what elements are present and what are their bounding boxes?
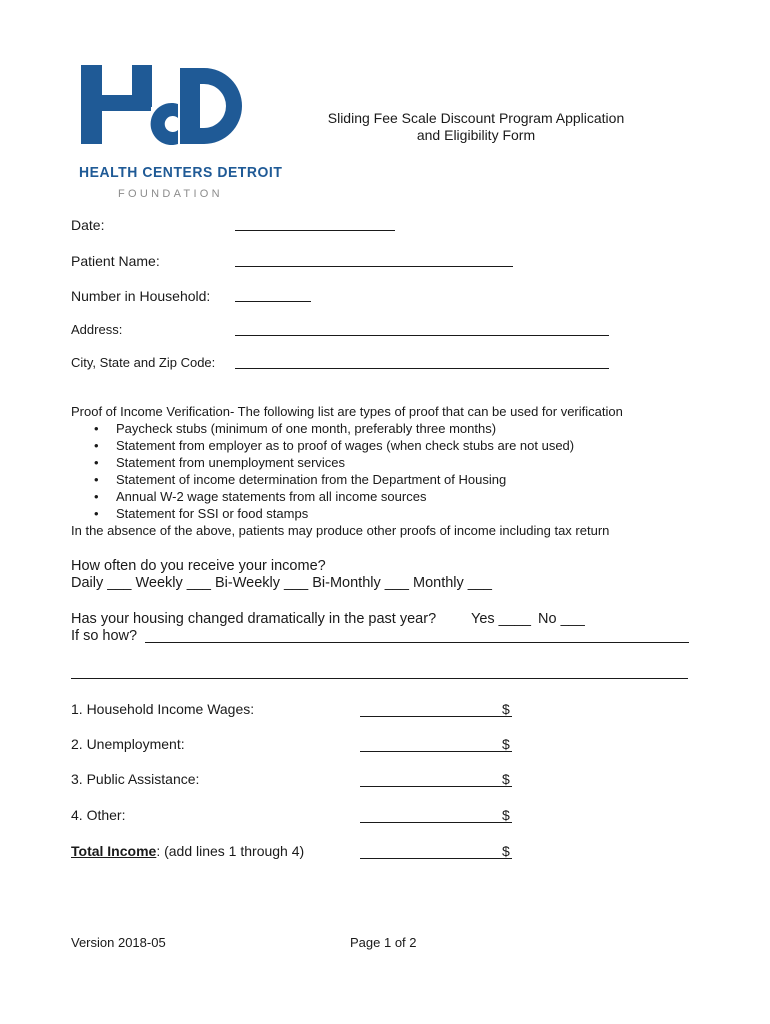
proof-list: [71, 420, 731, 522]
total-income-label: [71, 843, 304, 859]
date-field[interactable]: [235, 230, 395, 231]
frequency-question: How often do you receive your income?: [71, 558, 326, 574]
proof-item: • Paycheck stubs (minimum of one month, preferably three months): [116, 420, 731, 437]
income-public-assistance-label: 3. Public Assistance:: [71, 771, 200, 787]
housing-how-field[interactable]: [145, 642, 689, 643]
form-title: [290, 110, 662, 144]
form-title-line1: Sliding Fee Scale Discount Program Application: [327, 110, 625, 126]
proof-item: • Statement of income determination from the Department of Housing: [116, 471, 731, 488]
proof-of-income-section: [71, 403, 731, 539]
version-label: Version 2018-05: [71, 935, 166, 950]
income-wages-label: 1. Household Income Wages:: [71, 701, 255, 717]
income-wages-field[interactable]: [360, 716, 512, 717]
income-wages-dollar: $: [502, 701, 510, 717]
proof-item: • Statement from employer as to proof of wages (when check stubs are not used): [116, 437, 731, 454]
income-unemployment-field[interactable]: [360, 751, 512, 752]
hcd-logo: [76, 62, 283, 207]
income-unemployment-label: 2. Unemployment:: [71, 736, 185, 752]
housing-question: Has your housing changed dramatically in the past year?: [71, 611, 437, 627]
total-income-field[interactable]: [360, 858, 512, 859]
total-income-note: : (add lines 1 through 4): [156, 843, 305, 859]
form-title-line2: and Eligibility Form: [416, 127, 536, 143]
housing-how-label: If so how?: [71, 628, 138, 644]
income-public-assistance-dollar: $: [502, 771, 510, 787]
housing-no-option[interactable]: No ___: [538, 611, 585, 627]
page-number: Page 1 of 2: [350, 935, 417, 950]
logo-name: HEALTH CENTERS DETROIT: [79, 164, 283, 181]
household-label: Number in Household:: [71, 288, 211, 304]
income-other-dollar: $: [502, 807, 510, 823]
patient-name-field[interactable]: [235, 266, 513, 267]
housing-yes-option[interactable]: Yes ____: [471, 611, 531, 627]
income-unemployment-dollar: $: [502, 736, 510, 752]
income-other-field[interactable]: [360, 822, 512, 823]
proof-item: • Annual W-2 wage statements from all income sources: [116, 488, 731, 505]
hcd-logo-mark: [76, 62, 256, 162]
date-label: Date:: [71, 217, 105, 233]
city-state-zip-field[interactable]: [235, 368, 609, 369]
proof-outro: In the absence of the above, patients may produce other proofs of income including tax return: [71, 523, 610, 538]
patient-name-label: Patient Name:: [71, 253, 160, 269]
proof-item: • Statement from unemployment services: [116, 454, 731, 471]
proof-item: • Statement for SSI or food stamps: [116, 505, 731, 522]
address-field[interactable]: [235, 335, 609, 336]
proof-intro: Proof of Income Verification- The following list are types of proof that can be used for verification: [71, 404, 623, 419]
household-field[interactable]: [235, 301, 311, 302]
total-income-dollar: $: [502, 843, 510, 859]
city-state-zip-label: City, State and Zip Code:: [71, 355, 216, 370]
income-public-assistance-field[interactable]: [360, 786, 512, 787]
logo-subname: FOUNDATION: [118, 188, 223, 200]
address-label: Address:: [71, 322, 123, 337]
income-other-label: 4. Other:: [71, 807, 126, 823]
frequency-options[interactable]: Daily ___ Weekly ___ Bi-Weekly ___ Bi-Monthly ___ Monthly ___: [71, 575, 492, 591]
housing-how-field-line2[interactable]: [71, 678, 688, 679]
total-income-bold: Total Income: [71, 843, 157, 859]
